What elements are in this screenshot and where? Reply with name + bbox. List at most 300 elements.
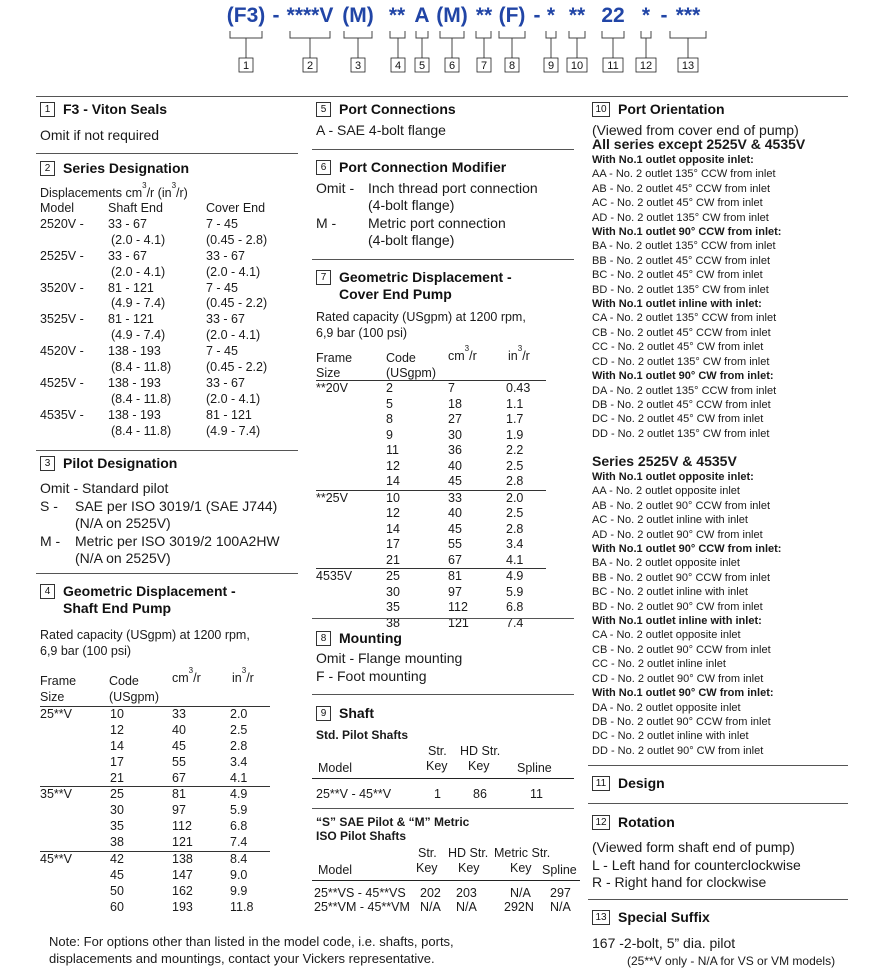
- code-cell: 30: [386, 584, 400, 599]
- table-row: [40, 787, 270, 803]
- table-row: [316, 397, 546, 413]
- section-number: 2: [40, 161, 55, 176]
- orientation-item: BC - No. 2 outlet 45° CW from inlet: [592, 269, 763, 282]
- code-cell: 11: [386, 443, 399, 457]
- cm3-cell: 36: [448, 443, 462, 457]
- section-number: 12: [592, 815, 610, 830]
- in3-cell: 3.4: [230, 754, 248, 769]
- cm3-cell: 67: [172, 770, 186, 785]
- cm3-cell: 147: [172, 867, 193, 882]
- series-cover-end: 33 - 67: [206, 375, 245, 390]
- s12-left-hand: L - Left hand for counterclockwise: [592, 857, 801, 873]
- orientation-item: AD - No. 2 outlet 135° CW from inlet: [592, 211, 769, 224]
- series-shaft-end-inch: (2.0 - 4.1): [111, 232, 166, 247]
- series-cover-end: 33 - 67: [206, 248, 245, 263]
- s3-item-m: M - Metric per ISO 3019/2 100A2HW (N/A on 2525V): [40, 533, 280, 566]
- in3-cell: 7.4: [230, 835, 248, 850]
- table-row: [40, 868, 270, 884]
- orientation-item: DD - No. 2 outlet 135° CW from inlet: [592, 427, 770, 440]
- series-table: [40, 201, 267, 440]
- in3-cell: 3.4: [506, 537, 524, 551]
- frame-size: **20V: [316, 381, 348, 395]
- in3-cell: 2.8: [506, 474, 524, 488]
- section-number: 3: [40, 456, 55, 471]
- orientation-item: DC - No. 2 outlet inline with inlet: [592, 730, 749, 743]
- section-5-port-connections: [316, 101, 456, 117]
- frame-size: 4535V: [316, 569, 353, 583]
- orientation-item: CD - No. 2 outlet 90° CW from inlet: [592, 672, 764, 685]
- series-row-inch: [40, 265, 267, 281]
- section-title-line2: Cover End Pump: [339, 286, 452, 302]
- series-cover-end-inch: (0.45 - 2.2): [206, 360, 268, 375]
- in3-cell: 11.8: [230, 899, 254, 914]
- section-number: 6: [316, 160, 331, 175]
- series-model: 4525V -: [40, 375, 84, 390]
- s5-text: A - SAE 4-bolt flange: [316, 122, 446, 138]
- model-code-number-boxes: [239, 58, 698, 72]
- section-number: 9: [316, 706, 331, 721]
- code-cell: 42: [110, 852, 124, 867]
- in3-cell: 2.5: [506, 506, 524, 520]
- section-title: Design: [618, 775, 665, 791]
- code-cell: 17: [110, 754, 124, 769]
- series-cover-end: 7 - 45: [206, 216, 238, 231]
- orientation-group-head: With No.1 outlet inline with inlet:: [592, 298, 762, 311]
- cm3-cell: 121: [448, 615, 469, 630]
- cm3-cell: 45: [172, 738, 186, 753]
- code-seg-pilot: (M): [342, 4, 374, 27]
- code-num-4: 4: [394, 60, 402, 72]
- divider: [588, 899, 848, 900]
- cm3-cell: 67: [448, 552, 462, 567]
- section-2-series: [40, 160, 189, 176]
- orientation-group-head: With No.1 outlet opposite inlet:: [592, 471, 754, 483]
- table-row: [316, 459, 546, 475]
- code-num-8: 8: [508, 60, 516, 72]
- section-6-port-modifier: [316, 159, 506, 175]
- in3-cell: 2.2: [506, 443, 524, 457]
- s12-right-hand: R - Right hand for clockwise: [592, 874, 767, 890]
- orientation-item: DA - No. 2 outlet opposite inlet: [592, 701, 741, 714]
- cm3-cell: 45: [448, 521, 462, 536]
- series-cover-end-inch: (2.0 - 4.1): [206, 328, 261, 343]
- cm3-cell: 40: [448, 506, 462, 520]
- orientation-group-head: With No.1 outlet 90° CW from inlet:: [592, 687, 774, 700]
- divider: [312, 694, 574, 695]
- s6-item-omit: Omit - Inch thread port connection (4-bolt flange): [316, 180, 538, 213]
- code-seg-dash: -: [272, 4, 280, 27]
- code-seg-cover-disp: **: [475, 4, 493, 27]
- series-shaft-end: 33 - 67: [108, 248, 147, 263]
- series-row-inch: [40, 233, 267, 249]
- cm3-cell: 81: [448, 569, 462, 583]
- s4-rated: Rated capacity (USgpm) at 1200 rpm, 6,9 bar (100 psi): [40, 628, 250, 658]
- section-4-shaft-displacement: [40, 584, 236, 617]
- table-header: Frame Size Code (USgpm) $cm^3/r$ $in^3/r$: [40, 665, 254, 704]
- code-cell: 38: [386, 615, 400, 630]
- frame-group: [40, 851, 270, 916]
- cm3-cell: 45: [448, 474, 462, 488]
- code-num-6: 6: [448, 60, 456, 72]
- orientation-group-head: With No.1 outlet inline with inlet:: [592, 615, 762, 628]
- cm3-cell: 162: [172, 883, 193, 898]
- section-title: Port Orientation: [618, 101, 725, 117]
- orientation-list-b: [592, 470, 848, 758]
- code-cell: 14: [386, 521, 400, 536]
- table-header: Model Shaft End Cover End: [40, 201, 266, 215]
- section-number: 7: [316, 270, 331, 285]
- series-model: 2520V -: [40, 216, 84, 231]
- section-number: 4: [40, 584, 55, 599]
- code-seg-dash: -: [660, 4, 668, 27]
- model-code-segments: [227, 4, 701, 27]
- section-title: Port Connection Modifier: [339, 159, 507, 175]
- in3-cell: 5.9: [506, 584, 524, 599]
- series-cover-end-inch: (2.0 - 4.1): [206, 264, 261, 279]
- section-title: Mounting: [339, 630, 402, 646]
- series-row-inch: [40, 296, 267, 312]
- s10-viewed: (Viewed from cover end of pump): [592, 122, 799, 138]
- table-row: [316, 412, 546, 428]
- section-title: Shaft: [339, 705, 374, 721]
- code-cell: 2: [386, 381, 393, 395]
- cm3-cell: 40: [448, 458, 462, 473]
- table-row: [40, 739, 270, 755]
- section-12-rotation: [592, 814, 675, 830]
- series-row: [40, 281, 267, 297]
- orientation-item: AA - No. 2 outlet opposite inlet: [592, 485, 740, 498]
- std-shaft-row: 25**V - 45**V 1 86 11: [316, 787, 543, 801]
- series-row: [40, 408, 267, 424]
- cm3-cell: 193: [172, 899, 193, 914]
- in3-cell: 4.9: [506, 569, 524, 583]
- cm3-cell: 33: [448, 490, 462, 505]
- frame-group: [316, 490, 546, 569]
- orientation-group-head: With No.1 outlet opposite inlet:: [592, 154, 754, 166]
- in3-cell: 4.1: [230, 770, 248, 785]
- series-cover-end: 7 - 45: [206, 280, 238, 295]
- series-cover-end: 7 - 45: [206, 344, 238, 359]
- code-seg-port: A: [414, 4, 430, 27]
- in3-cell: 7.4: [506, 615, 524, 630]
- table-row: [316, 569, 546, 585]
- section-number: 10: [592, 102, 610, 117]
- orientation-item: CA - No. 2 outlet opposite inlet: [592, 629, 741, 642]
- series-row: [40, 217, 267, 233]
- table-row: [316, 381, 546, 397]
- in3-cell: 6.8: [506, 600, 524, 614]
- orientation-group-head: With No.1 outlet 90° CCW from inlet:: [592, 226, 782, 239]
- code-cell: 35: [110, 819, 124, 834]
- series-shaft-end-inch: (8.4 - 11.8): [111, 423, 172, 438]
- orientation-item: AB - No. 2 outlet 45° CCW from inlet: [592, 182, 771, 195]
- code-seg-series: ****V: [286, 4, 334, 27]
- in3-cell: 2.5: [230, 722, 248, 737]
- frame-size: **25V: [316, 490, 348, 505]
- frame-size: 25**V: [40, 707, 72, 721]
- orientation-item: CC - No. 2 outlet 45° CW from inlet: [592, 341, 764, 354]
- series-shaft-end: 138 - 193: [108, 407, 161, 422]
- section-title-line2: Shaft End Pump: [63, 600, 172, 616]
- s8-item-f: F - Foot mounting: [316, 668, 427, 684]
- code-seg-port-mod: (M): [436, 4, 468, 27]
- code-cell: 21: [110, 770, 124, 785]
- orientation-item: CB - No. 2 outlet 90° CCW from inlet: [592, 643, 771, 656]
- in3-cell: 4.9: [230, 787, 248, 802]
- orientation-group-head: With No.1 outlet 90° CCW from inlet:: [592, 543, 782, 556]
- code-num-5: 5: [418, 60, 426, 72]
- divider: [36, 153, 298, 154]
- section-number: 5: [316, 102, 331, 117]
- code-num-2: 2: [306, 60, 314, 72]
- orientation-item: AA - No. 2 outlet 135° CCW from inlet: [592, 168, 776, 181]
- in3-cell: 4.1: [506, 552, 524, 567]
- section-7-cover-displacement: [316, 270, 512, 303]
- table-header: Frame Size Code (USgpm) $cm^3/r$ $in^3/r$: [316, 343, 530, 380]
- cm3-cell: 97: [172, 803, 186, 818]
- code-seg-shaft-disp: **: [388, 4, 406, 27]
- table-row: [40, 771, 270, 787]
- table-row: [40, 884, 270, 900]
- orientation-item: DB - No. 2 outlet 45° CCW from inlet: [592, 398, 771, 411]
- in3-cell: 2.8: [506, 521, 524, 536]
- cm3-cell: 112: [172, 819, 192, 834]
- s8-item-omit: Omit - Flange mounting: [316, 650, 463, 666]
- divider: [36, 450, 298, 451]
- table-row: [40, 755, 270, 771]
- orientation-item: DA - No. 2 outlet 135° CCW from inlet: [592, 384, 777, 397]
- code-cell: 17: [386, 537, 400, 551]
- orientation-item: BD - No. 2 outlet 90° CW from inlet: [592, 600, 763, 613]
- cm3-cell: 27: [448, 412, 462, 426]
- divider: [312, 149, 574, 150]
- section-3-pilot: [40, 455, 177, 471]
- code-cell: 12: [386, 458, 400, 473]
- cm3-cell: 7: [448, 381, 455, 395]
- orientation-item: DC - No. 2 outlet 45° CW from inlet: [592, 413, 764, 426]
- orientation-item: CD - No. 2 outlet 135° CW from inlet: [592, 355, 770, 368]
- in3-cell: 8.4: [230, 852, 248, 867]
- frame-size: 35**V: [40, 787, 72, 802]
- table-row: [40, 723, 270, 739]
- in3-cell: 9.0: [230, 867, 248, 882]
- code-cell: 35: [386, 600, 400, 614]
- table-row: [40, 835, 270, 851]
- series-cover-end: 33 - 67: [206, 312, 245, 327]
- code-cell: 25: [386, 569, 400, 583]
- series-row-inch: [40, 360, 267, 376]
- table-row: [40, 707, 270, 723]
- frame-group: [316, 380, 546, 490]
- s3-item-s: S - SAE per ISO 3019/1 (SAE J744) (N/A on 2525V): [40, 498, 278, 531]
- code-cell: 25: [110, 787, 124, 802]
- std-shaft-table-header: Str. HD Str. Model Key Key Spline: [318, 744, 552, 775]
- series-cover-end-inch: (0.45 - 2.8): [206, 232, 268, 247]
- table-row: [40, 819, 270, 835]
- table-row: [40, 803, 270, 819]
- orientation-item: DD - No. 2 outlet 90° CW from inlet: [592, 744, 764, 757]
- table-row: [316, 600, 546, 616]
- series-row-inch: [40, 328, 267, 344]
- section-1-viton-seals: [40, 101, 167, 117]
- table-row: [316, 506, 546, 522]
- sae-shaft-table-header: Str. HD Str. Metric Str. Model Key Key Key Spline: [318, 846, 577, 877]
- divider: [312, 618, 574, 619]
- in3-cell: 0.43: [506, 381, 531, 395]
- series-shaft-end-inch: (8.4 - 11.8): [111, 391, 172, 406]
- orientation-item: BB - No. 2 outlet 45° CCW from inlet: [592, 254, 771, 267]
- code-num-13: 13: [681, 60, 695, 72]
- orientation-item: AC - No. 2 outlet 45° CW from inlet: [592, 197, 763, 210]
- top-divider: [36, 96, 848, 97]
- section-11-design: [592, 775, 665, 791]
- section-13-special-suffix: [592, 909, 710, 925]
- series-shaft-end-inch: (8.4 - 11.8): [111, 360, 172, 375]
- code-seg-mounting: (F): [498, 4, 526, 27]
- divider: [588, 803, 848, 804]
- in3-cell: 1.9: [506, 427, 524, 442]
- section-number: 8: [316, 631, 331, 646]
- section-title: F3 - Viton Seals: [63, 101, 167, 117]
- code-num-9: 9: [547, 60, 555, 72]
- series-shaft-end: 33 - 67: [108, 216, 147, 231]
- section-number: 13: [592, 910, 610, 925]
- table-row: [316, 443, 546, 459]
- frame-group: [40, 786, 270, 851]
- series-shaft-end: 138 - 193: [108, 344, 161, 359]
- code-cell: 14: [386, 474, 400, 488]
- section-title: Port Connections: [339, 101, 456, 117]
- in3-cell: 2.8: [230, 738, 248, 753]
- orientation-item: AD - No. 2 outlet 90° CW from inlet: [592, 528, 763, 541]
- series-model: 4535V -: [40, 407, 84, 422]
- s3-omit: Omit - Standard pilot: [40, 480, 169, 496]
- s2-displacements-label: Displacements $cm^3/r$ $(in^3/r)$: [40, 180, 188, 200]
- series-row: [40, 249, 267, 265]
- orientation-item: CB - No. 2 outlet 45° CCW from inlet: [592, 326, 771, 339]
- cm3-cell: 30: [448, 427, 462, 442]
- divider: [312, 808, 574, 809]
- cm3-cell: 55: [172, 754, 186, 769]
- cm3-cell: 81: [172, 787, 186, 802]
- table-row: [316, 474, 546, 490]
- divider: [312, 778, 574, 779]
- code-seg-suffix: ***: [675, 4, 701, 27]
- s1-text: Omit if not required: [40, 127, 160, 143]
- section-number: 1: [40, 102, 55, 117]
- cm3-cell: 55: [448, 537, 462, 551]
- code-cell: 5: [386, 396, 393, 411]
- code-num-3: 3: [354, 60, 362, 72]
- divider: [36, 573, 298, 574]
- cm3-cell: 33: [172, 707, 186, 721]
- orientation-item: CA - No. 2 outlet 135° CCW from inlet: [592, 312, 777, 325]
- divider: [312, 880, 580, 881]
- series-shaft-end: 81 - 121: [108, 312, 154, 327]
- cm3-cell: 138: [172, 852, 193, 867]
- table-row: [316, 491, 546, 507]
- code-cell: 10: [110, 707, 124, 721]
- s12-viewed: (Viewed form shaft end of pump): [592, 839, 795, 855]
- s6-item-m: M - Metric port connection (4-bolt flange): [316, 215, 506, 248]
- orientation-item: BB - No. 2 outlet 90° CCW from inlet: [592, 571, 771, 584]
- series-shaft-end-inch: (4.9 - 7.4): [111, 328, 166, 343]
- code-cell: 38: [110, 835, 124, 850]
- s13-line1: 167 -2-bolt, 5” dia. pilot: [592, 935, 736, 951]
- orientation-group-head: With No.1 outlet 90° CW from inlet:: [592, 370, 774, 383]
- table-row: [316, 537, 546, 553]
- orientation-item: CC - No. 2 outlet inline inlet: [592, 658, 726, 671]
- s10-all-series: All series except 2525V & 4535V: [592, 136, 806, 152]
- code-seg-orientation: **: [568, 4, 586, 27]
- in3-cell: 2.5: [506, 458, 524, 473]
- code-seg-rotation: *: [641, 4, 651, 27]
- orientation-item: BD - No. 2 outlet 135° CW from inlet: [592, 283, 769, 296]
- series-shaft-end: 138 - 193: [108, 375, 161, 390]
- table-row: [316, 428, 546, 444]
- in3-cell: 2.0: [230, 707, 248, 721]
- section-title: Rotation: [618, 814, 675, 830]
- code-num-11: 11: [607, 60, 619, 72]
- series-row: [40, 376, 267, 392]
- footer-note: Note: For options other than listed in the model code, i.e. shafts, ports, displacements and mountings, contact your Vickers representative.: [49, 934, 454, 966]
- code-cell: 21: [386, 552, 400, 567]
- code-cell: 9: [386, 427, 393, 442]
- series-model: 4520V -: [40, 344, 84, 359]
- orientation-item: BC - No. 2 outlet inline with inlet: [592, 586, 748, 599]
- orientation-list-a: [592, 153, 848, 441]
- code-seg-design: 22: [601, 4, 625, 27]
- frame-group: [40, 706, 270, 786]
- cm3-cell: 40: [172, 722, 186, 737]
- frame-group: [316, 568, 546, 631]
- table-row: [40, 900, 270, 916]
- orientation-item: DB - No. 2 outlet 90° CCW from inlet: [592, 715, 771, 728]
- section-title: Special Suffix: [618, 909, 710, 925]
- in3-cell: 2.0: [506, 490, 524, 505]
- cm3-cell: 18: [448, 396, 462, 411]
- divider: [588, 765, 848, 766]
- model-code-diagram: [0, 0, 880, 80]
- code-num-7: 7: [480, 60, 488, 72]
- series-cover-end-inch: (0.45 - 2.2): [206, 296, 268, 311]
- orientation-item: BA - No. 2 outlet opposite inlet: [592, 557, 740, 570]
- s9-sae-title: “S” SAE Pilot & “M” Metric ISO Pilot Shafts: [316, 815, 470, 843]
- section-number: 11: [592, 776, 610, 791]
- code-cell: 60: [110, 899, 124, 914]
- s9-std-title: Std. Pilot Shafts: [316, 728, 409, 742]
- in3-cell: 6.8: [230, 819, 248, 834]
- table-row: [40, 852, 270, 868]
- table-row: [316, 553, 546, 569]
- orientation-item: AB - No. 2 outlet 90° CCW from inlet: [592, 499, 771, 512]
- code-seg-f3: (F3): [226, 4, 266, 27]
- series-model: 3525V -: [40, 312, 84, 327]
- section-title: Pilot Designation: [63, 455, 178, 471]
- code-cell: 12: [386, 506, 400, 520]
- section-10-port-orientation: [592, 101, 725, 117]
- table-row: [316, 522, 546, 538]
- series-row: [40, 344, 267, 360]
- in3-cell: 5.9: [230, 803, 248, 818]
- frame-size: 45**V: [40, 852, 72, 867]
- s7-rated: Rated capacity (USgpm) at 1200 rpm, 6,9 bar (100 psi): [316, 310, 526, 340]
- series-cover-end: 81 - 121: [206, 407, 252, 422]
- divider: [312, 259, 574, 260]
- series-row: [40, 312, 267, 328]
- code-cell: 12: [110, 722, 124, 737]
- code-cell: 14: [110, 738, 124, 753]
